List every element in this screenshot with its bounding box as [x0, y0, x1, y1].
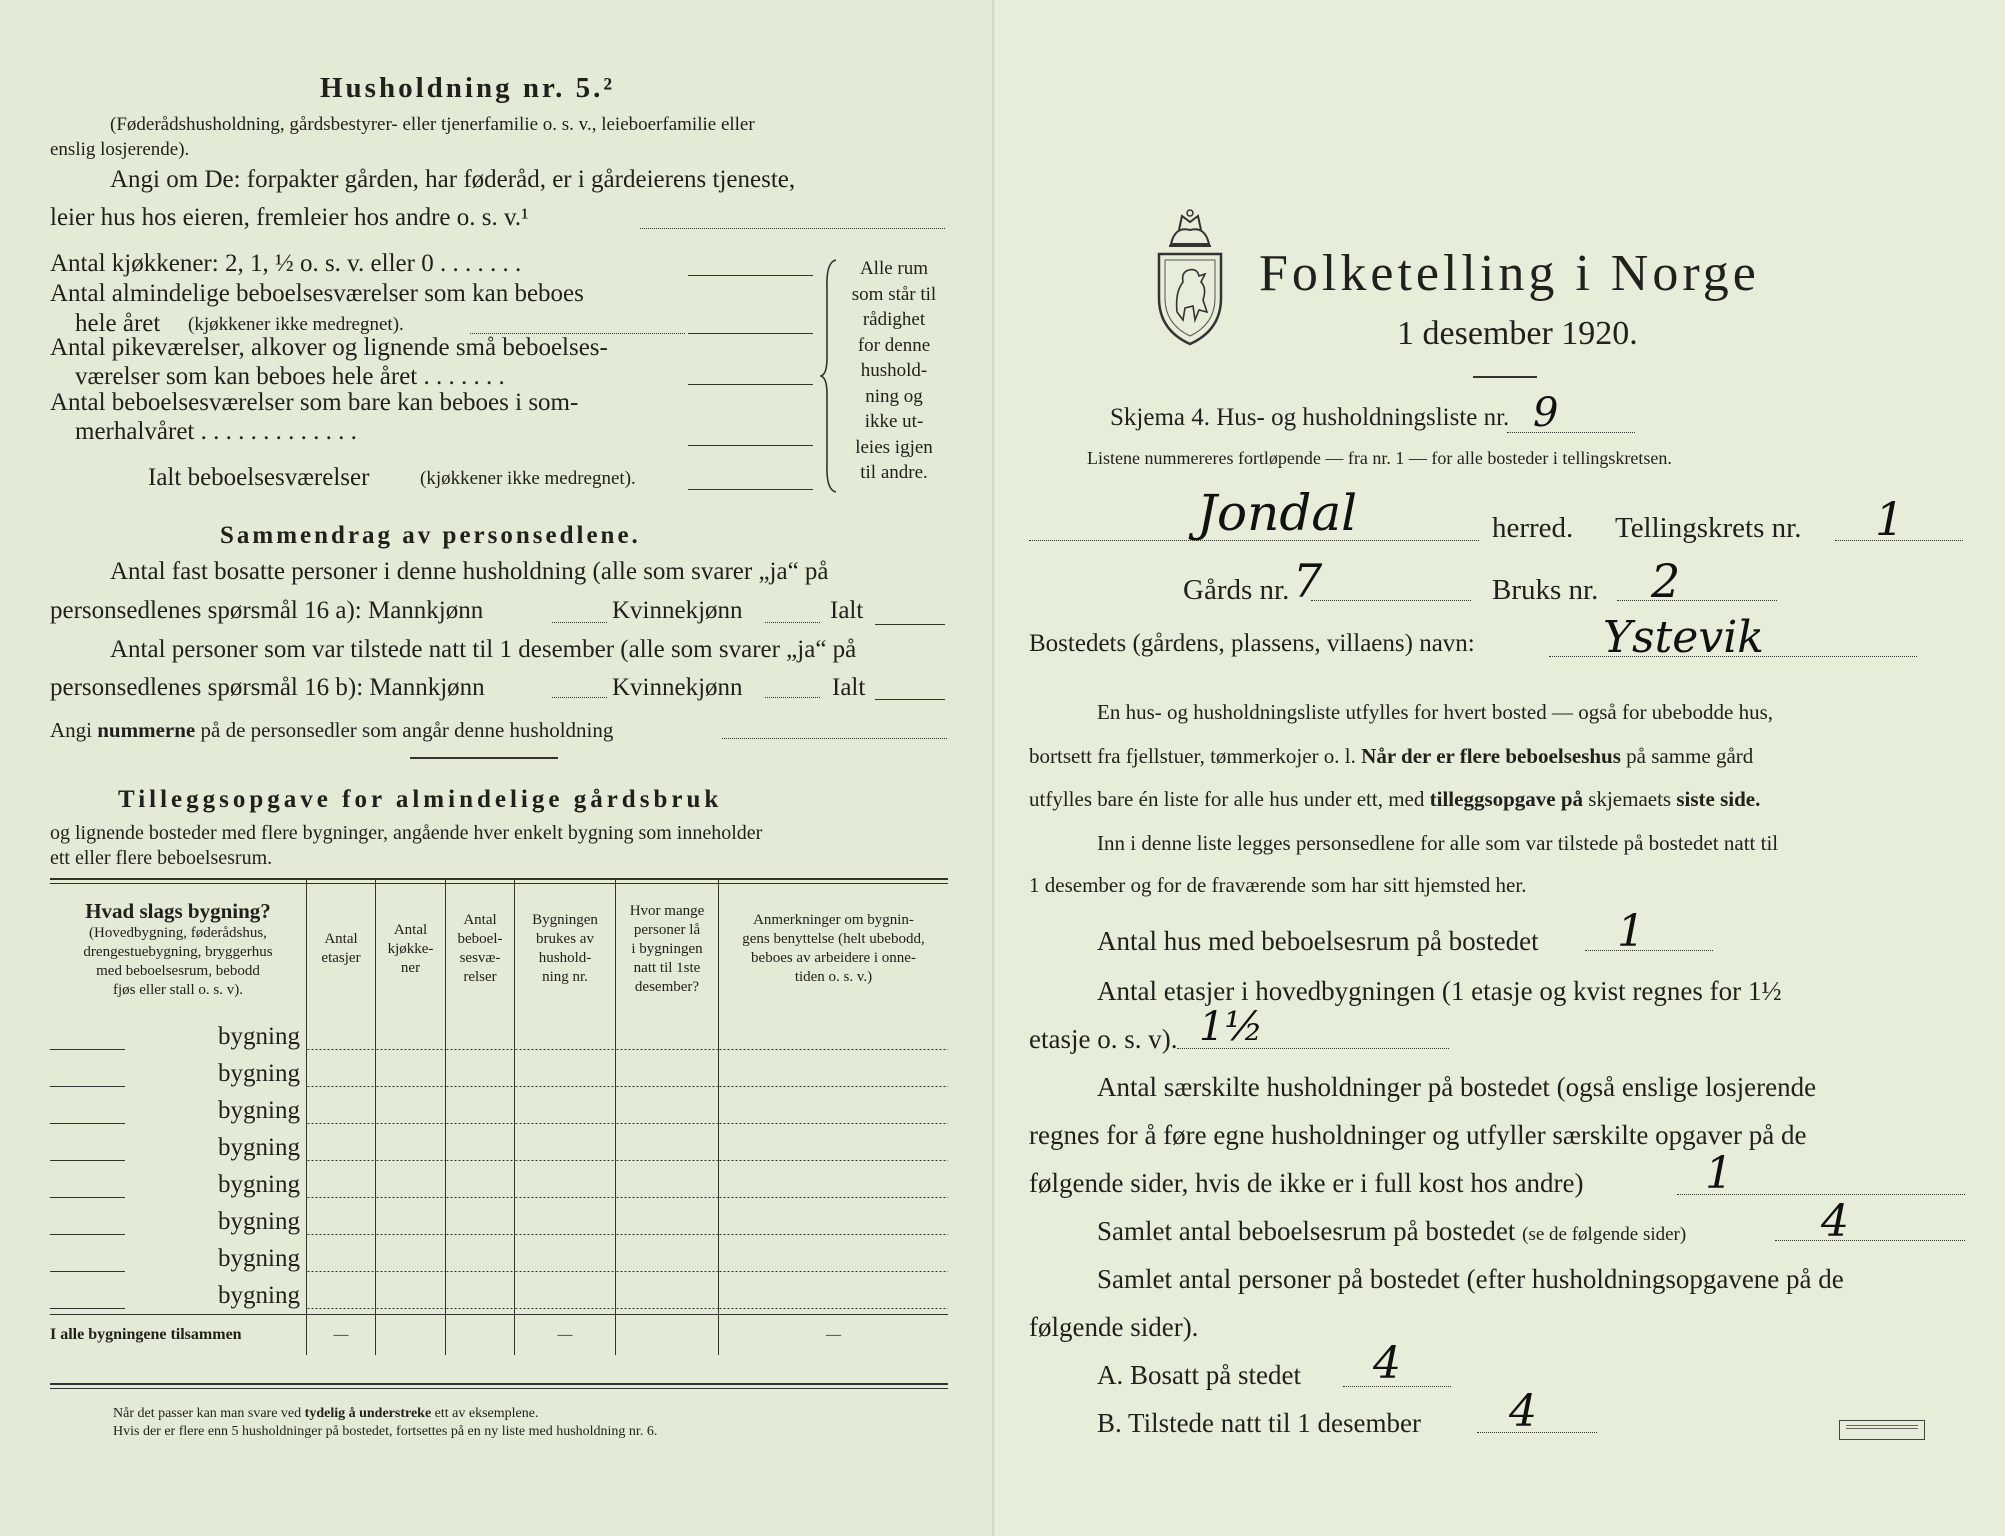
tilstede-value[interactable]: 4 — [1509, 1386, 1537, 1437]
building-row-cell[interactable] — [515, 1203, 616, 1240]
p1-line-1: En hus- og husholdningsliste utfylles for hvert bosted — også for ubebodde hus, — [1097, 700, 1773, 724]
intro-line-1: (Føderådshusholdning, gårdsbestyrer- eller tjenerfamilie o. s. v., leieboerfamilie eller — [110, 114, 755, 135]
building-row-cell[interactable] — [719, 1277, 949, 1315]
brace-note-line: Alle rum — [859, 258, 929, 279]
brace-note-line: til andre. — [860, 462, 928, 483]
building-row-cell[interactable] — [515, 1166, 616, 1203]
tellingskrets-label: Tellingskrets nr. — [1615, 512, 1802, 544]
building-row-cell[interactable] — [307, 1277, 376, 1315]
building-row-cell[interactable] — [307, 1055, 376, 1092]
tilst-line-2a: personsedlenes spørsmål 16 b): Mannkjønn — [50, 674, 485, 701]
p1-3c: skjemaets — [1588, 787, 1672, 811]
total-label: I alle bygningene tilsammen — [50, 1326, 242, 1343]
angi-line-2: leier hus hos eieren, fremleier hos andre o. s. v.¹ — [50, 204, 529, 231]
brace-icon — [820, 258, 840, 494]
building-row-label: bygning — [50, 1277, 307, 1315]
footnote-1b: tydelig å understreke — [304, 1406, 432, 1421]
household-title: Husholdning nr. 5.² — [320, 72, 616, 104]
norwegian-coat-of-arms-icon — [1149, 208, 1231, 348]
kjokkener-answer-line[interactable] — [688, 275, 813, 276]
header-text: (Hovedbygning, føderådshus, — [89, 925, 267, 941]
header-building-type — [50, 880, 307, 1018]
tillegg-line-1: og lignende bosteder med flere bygninger, angående hver enkelt bygning som inneholder — [50, 822, 763, 844]
building-row — [50, 1055, 948, 1092]
listene-note: Listene nummereres fortløpende — fra nr. 1 — for alle bosteder i tellingskretsen. — [1087, 448, 1672, 468]
pike-label-2: værelser som kan beboes hele året . . . . . . . — [75, 363, 505, 390]
ialt-label-1: Ialt beboelsesværelser — [148, 464, 370, 491]
tilst-ialt-line[interactable] — [875, 699, 945, 700]
gards-answer-line[interactable] — [1311, 600, 1471, 601]
tilstede-answer-line[interactable] — [1477, 1432, 1597, 1433]
samlet-rum-answer-line[interactable] — [1775, 1240, 1965, 1241]
antal-hus-answer-line[interactable] — [1585, 950, 1713, 951]
building-table — [50, 880, 948, 1355]
tilst-kvinne-line[interactable] — [765, 697, 820, 698]
bruks-value[interactable]: 2 — [1651, 554, 1681, 608]
building-row-label: bygning — [50, 1166, 307, 1203]
nummerne-a: Angi — [50, 718, 92, 742]
building-row-cell[interactable] — [446, 1018, 515, 1055]
header-text: brukes av — [536, 931, 594, 947]
ialt-label-2: (kjøkkener ikke medregnet). — [420, 468, 636, 489]
header-text: natt til 1ste — [633, 959, 701, 976]
building-row-cell[interactable] — [719, 1203, 949, 1240]
sommer-answer-line[interactable] — [688, 445, 813, 446]
building-row-cell[interactable] — [515, 1018, 616, 1055]
bruks-answer-line[interactable] — [1617, 600, 1777, 601]
header-text: tiden o. s. v.) — [794, 969, 873, 985]
p1-2c: på samme gård — [1626, 744, 1754, 768]
building-row — [50, 1018, 948, 1055]
samlet-rum-line — [1097, 1216, 1686, 1247]
total-cell — [446, 1315, 515, 1356]
building-row-label: bygning — [50, 1092, 307, 1129]
tilst-mann-line[interactable] — [552, 697, 607, 698]
right-page — [997, 0, 2005, 1536]
building-row-cell[interactable] — [719, 1055, 949, 1092]
etasjer-line-1: Antal etasjer i hovedbygningen (1 etasje og kvist regnes for 1½ — [1097, 976, 1782, 1006]
header-text: Hvad slags bygning? — [85, 899, 271, 923]
footnote-1c: ett av eksemplene. — [434, 1406, 539, 1421]
alm-answer-line[interactable] — [688, 333, 813, 334]
header-text: drengestuebygning, bryggerhus — [83, 944, 273, 960]
p1-2a: bortsett fra fjellstuer, tømmerkojer o. l. — [1029, 744, 1356, 768]
p1-3d: siste side. — [1676, 787, 1761, 811]
building-row-cell[interactable] — [719, 1166, 949, 1203]
header-text: personer lå — [633, 921, 701, 938]
herred-label: herred. — [1492, 512, 1574, 544]
building-row — [50, 1092, 948, 1129]
brace-note-line: som står til — [851, 283, 937, 305]
header-text: beboes av arbeidere i onne- — [751, 950, 916, 966]
header-text: sesvæ- — [459, 950, 501, 966]
building-row-cell[interactable] — [616, 1166, 719, 1203]
header-text: ner — [400, 959, 421, 976]
header-text: Antal — [463, 912, 497, 928]
p2-line-1: Inn i denne liste legges personsedlene for alle som var tilstede på bostedet natt til — [1097, 831, 1779, 855]
header-text: hushold- — [538, 950, 592, 966]
building-row-cell[interactable] — [376, 1092, 446, 1129]
angi-line-1: Angi om De: forpakter gården, har føderåd, er i gårdeierens tjeneste, — [110, 166, 796, 193]
etasjer-line-2: etasje o. s. v). — [1029, 1024, 1178, 1054]
building-row-cell[interactable] — [719, 1240, 949, 1277]
building-row-cell[interactable] — [616, 1240, 719, 1277]
p2-line-2: 1 desember og for de fraværende som har sitt hjemsted her. — [1029, 873, 1527, 897]
tillegg-title: Tilleggsopgave for almindelige gårdsbruk — [118, 786, 723, 813]
building-row-cell[interactable] — [616, 1203, 719, 1240]
building-row-cell[interactable] — [446, 1129, 515, 1166]
tilst-line-2c: Ialt — [832, 674, 866, 701]
header-text: Antal — [393, 921, 428, 938]
nummerne-b: nummerne — [97, 718, 196, 742]
bosted-label: Bostedets (gårdens, plassens, villaens) navn: — [1029, 630, 1475, 657]
fast-mann-line[interactable] — [552, 622, 607, 623]
samlet-pers-line-1: Samlet antal personer på bostedet (efter husholdningsopgavene på de — [1097, 1264, 1844, 1294]
header-anmerkninger — [719, 880, 949, 1018]
pike-answer-line[interactable] — [688, 384, 813, 385]
building-row — [50, 1240, 948, 1277]
alm-label-2a: hele året — [75, 310, 161, 337]
building-row-cell[interactable] — [719, 1018, 949, 1055]
building-row-cell[interactable] — [307, 1092, 376, 1129]
sommer-label-1: Antal beboelsesværelser som bare kan beboes i som- — [50, 389, 579, 416]
alm-label-2b: (kjøkkener ikke medregnet). — [188, 314, 404, 335]
building-row-cell[interactable] — [376, 1203, 446, 1240]
fast-ialt-line[interactable] — [875, 624, 945, 625]
tilstede-label: B. Tilstede natt til 1 desember — [1097, 1408, 1421, 1438]
building-row-cell[interactable] — [515, 1240, 616, 1277]
skjema-label: Skjema 4. Hus- og husholdningsliste nr. — [1110, 404, 1510, 431]
gards-label: Gårds nr. — [1183, 574, 1290, 606]
header-text: beboel- — [457, 931, 503, 947]
building-row-cell[interactable] — [307, 1129, 376, 1166]
brace-note-line: ning og — [865, 385, 923, 407]
brace-note-line: rådighet — [862, 309, 926, 330]
section-divider — [410, 757, 558, 759]
building-row-cell[interactable] — [719, 1129, 949, 1166]
tellingskrets-answer-line[interactable] — [1835, 540, 1963, 541]
building-row-cell[interactable] — [515, 1055, 616, 1092]
building-row-cell[interactable] — [515, 1129, 616, 1166]
header-beboelsesvaerelser — [446, 880, 515, 1018]
header-text: kjøkke- — [387, 940, 434, 957]
total-cell — [376, 1315, 446, 1356]
header-text: Bygningen — [532, 912, 598, 928]
p1-2b: Når der er flere beboelseshus — [1361, 744, 1621, 768]
printer-stamp — [1839, 1420, 1925, 1440]
header-text: gens benyttelse (helt ubebodd, — [742, 931, 925, 947]
antal-hus-label: Antal hus med beboelsesrum på bostedet — [1097, 926, 1539, 956]
skjema-value[interactable]: 9 — [1533, 390, 1559, 436]
building-row — [50, 1166, 948, 1203]
samlet-rum-a: Samlet antal beboelsesrum på bostedet — [1097, 1216, 1516, 1246]
saerskilte-line-3: følgende sider, hvis de ikke er i full kost hos andre) — [1029, 1168, 1584, 1198]
header-text: fjøs eller stall o. s. v). — [113, 982, 243, 998]
header-personer — [616, 880, 719, 1018]
herred-value[interactable]: Jondal — [1197, 484, 1358, 542]
footnote-1 — [113, 1406, 538, 1422]
fast-line-2a: personsedlenes spørsmål 16 a): Mannkjønn — [50, 597, 484, 624]
tilst-line-1: Antal personer som var tilstede natt til 1 desember (alle som svarer „ja“ på — [110, 636, 857, 663]
building-row-cell[interactable] — [616, 1055, 719, 1092]
building-row-cell[interactable] — [376, 1277, 446, 1315]
building-row-cell[interactable] — [446, 1203, 515, 1240]
building-row-cell[interactable] — [376, 1055, 446, 1092]
fast-line-1: Antal fast bosatte personer i denne husholdning (alle som svarer „ja“ på — [110, 558, 829, 585]
ialt-answer-line[interactable] — [688, 489, 813, 490]
building-row-cell[interactable] — [719, 1092, 949, 1129]
nummerne-answer-line[interactable] — [722, 738, 947, 739]
saerskilte-line-1: Antal særskilte husholdninger på bostedet (også enslige losjerende — [1097, 1072, 1817, 1102]
samlet-rum-value[interactable]: 4 — [1821, 1196, 1849, 1247]
building-row-cell[interactable] — [307, 1018, 376, 1055]
alm-label-1: Antal almindelige beboelsesværelser som kan beboes — [50, 280, 584, 307]
building-row-cell[interactable] — [376, 1018, 446, 1055]
building-row-cell[interactable] — [515, 1277, 616, 1315]
p1-3b: tilleggsopgave på — [1429, 787, 1584, 811]
building-row-cell[interactable] — [446, 1092, 515, 1129]
building-row-cell[interactable] — [307, 1203, 376, 1240]
total-cell: — — [307, 1315, 376, 1356]
tilst-line-2b: Kvinnekjønn — [612, 674, 743, 701]
census-title: Folketelling i Norge — [1259, 245, 1760, 302]
header-kjokkener — [376, 880, 446, 1018]
header-text: ning nr. — [542, 969, 588, 985]
pike-label-1: Antal pikeværelser, alkover og lignende små beboelses- — [50, 334, 608, 361]
fast-line-2b: Kvinnekjønn — [612, 597, 743, 624]
kjokkener-label: Antal kjøkkener: 2, 1, ½ o. s. v. eller 0 . . . . . . . — [50, 250, 522, 277]
header-etasjer — [307, 880, 376, 1018]
samlet-rum-b: (se de følgende sider) — [1522, 1224, 1687, 1245]
building-row — [50, 1277, 948, 1315]
angi-answer-line[interactable] — [640, 228, 945, 229]
gards-value[interactable]: 7 — [1293, 554, 1323, 608]
header-text: Anmerkninger om bygnin- — [753, 912, 914, 928]
header-text: Hvor mange — [629, 902, 705, 919]
building-row-label: bygning — [50, 1055, 307, 1092]
building-row-cell[interactable] — [515, 1092, 616, 1129]
building-row-label: bygning — [50, 1129, 307, 1166]
building-row-label: bygning — [50, 1203, 307, 1240]
header-text: etasjer — [321, 950, 361, 966]
title-divider — [1473, 376, 1537, 378]
brace-note-line: for denne — [857, 334, 931, 356]
bosatt-label: A. Bosatt på stedet — [1097, 1360, 1301, 1390]
sommer-label-2: merhalvåret . . . . . . . . . . . . . — [75, 418, 357, 445]
total-row — [50, 1315, 948, 1356]
building-row-cell[interactable] — [376, 1129, 446, 1166]
total-cell: — — [515, 1315, 616, 1356]
nummerne-c: på de personsedler som angår denne husholdning — [200, 718, 614, 742]
header-text: Antal — [324, 931, 358, 947]
etasjer-value[interactable]: 1½ — [1199, 1004, 1264, 1050]
building-row-cell[interactable] — [376, 1240, 446, 1277]
fast-line-2c: Ialt — [830, 597, 864, 624]
brace-note — [840, 256, 948, 486]
saerskilte-answer-line[interactable] — [1677, 1194, 1965, 1195]
p1-3a: utfylles bare én liste for alle hus under ett, med — [1029, 787, 1425, 811]
bosatt-value[interactable]: 4 — [1373, 1338, 1401, 1389]
bruks-label: Bruks nr. — [1492, 574, 1599, 606]
brace-note-line: leies igjen — [855, 436, 933, 458]
brace-note-line: ikke ut- — [864, 411, 924, 432]
building-row — [50, 1129, 948, 1166]
header-text: med beboelsesrum, bebodd — [96, 963, 260, 979]
building-row-cell[interactable] — [616, 1018, 719, 1055]
building-row-cell[interactable] — [446, 1277, 515, 1315]
skjema-answer-line[interactable] — [1507, 432, 1635, 433]
etasjer-answer-line[interactable] — [1177, 1048, 1449, 1049]
building-row-cell[interactable] — [616, 1277, 719, 1315]
herred-answer-line[interactable] — [1029, 540, 1479, 541]
saerskilte-value[interactable]: 1 — [1705, 1148, 1733, 1199]
building-row-cell[interactable] — [446, 1240, 515, 1277]
sammendrag-title: Sammendrag av personsedlene. — [220, 522, 641, 549]
building-row-cell[interactable] — [446, 1166, 515, 1203]
p1-line-2 — [1029, 744, 1753, 769]
bosatt-answer-line[interactable] — [1343, 1386, 1451, 1387]
tellingskrets-value[interactable]: 1 — [1875, 492, 1905, 546]
nummerne-line — [50, 718, 613, 743]
bosted-value[interactable]: Ystevik — [1603, 612, 1764, 663]
p1-line-3 — [1029, 787, 1760, 812]
brace-note-line: hushold- — [860, 360, 928, 381]
building-row-cell[interactable] — [307, 1240, 376, 1277]
header-text: i bygningen — [631, 940, 703, 957]
total-cell — [616, 1315, 719, 1356]
total-cell: — — [719, 1315, 949, 1356]
header-husholdning — [515, 880, 616, 1018]
building-row-cell[interactable] — [376, 1166, 446, 1203]
footnote-1a: Når det passer kan man svare ved — [113, 1406, 302, 1421]
building-row-cell[interactable] — [307, 1166, 376, 1203]
building-row-cell[interactable] — [446, 1055, 515, 1092]
printer-stamp-lines — [1846, 1425, 1918, 1429]
tillegg-line-2: ett eller flere beboelsesrum. — [50, 847, 273, 869]
antal-hus-value[interactable]: 1 — [1617, 906, 1645, 957]
intro-line-2: enslig losjerende). — [50, 139, 190, 160]
table-bottom-rule — [50, 1383, 948, 1389]
fast-kvinne-line[interactable] — [765, 622, 820, 623]
building-row-cell[interactable] — [616, 1092, 719, 1129]
header-text: relser — [463, 969, 497, 985]
saerskilte-line-2: regnes for å føre egne husholdninger og utfyller særskilte opgaver på de — [1029, 1120, 1807, 1150]
left-page — [0, 0, 997, 1536]
building-row-cell[interactable] — [616, 1129, 719, 1166]
footnote-2: Hvis der er flere enn 5 husholdninger på bostedet, fortsettes på en ny liste med husholdning nr. 6. — [113, 1424, 658, 1439]
samlet-pers-line-2: følgende sider). — [1029, 1312, 1199, 1342]
header-text: desember? — [634, 978, 700, 995]
building-row — [50, 1203, 948, 1240]
building-table-header — [50, 880, 948, 1018]
building-row-label: bygning — [50, 1018, 307, 1055]
building-row-label: bygning — [50, 1240, 307, 1277]
census-date: 1 desember 1920. — [1397, 315, 1638, 352]
bosted-answer-line[interactable] — [1549, 656, 1917, 657]
